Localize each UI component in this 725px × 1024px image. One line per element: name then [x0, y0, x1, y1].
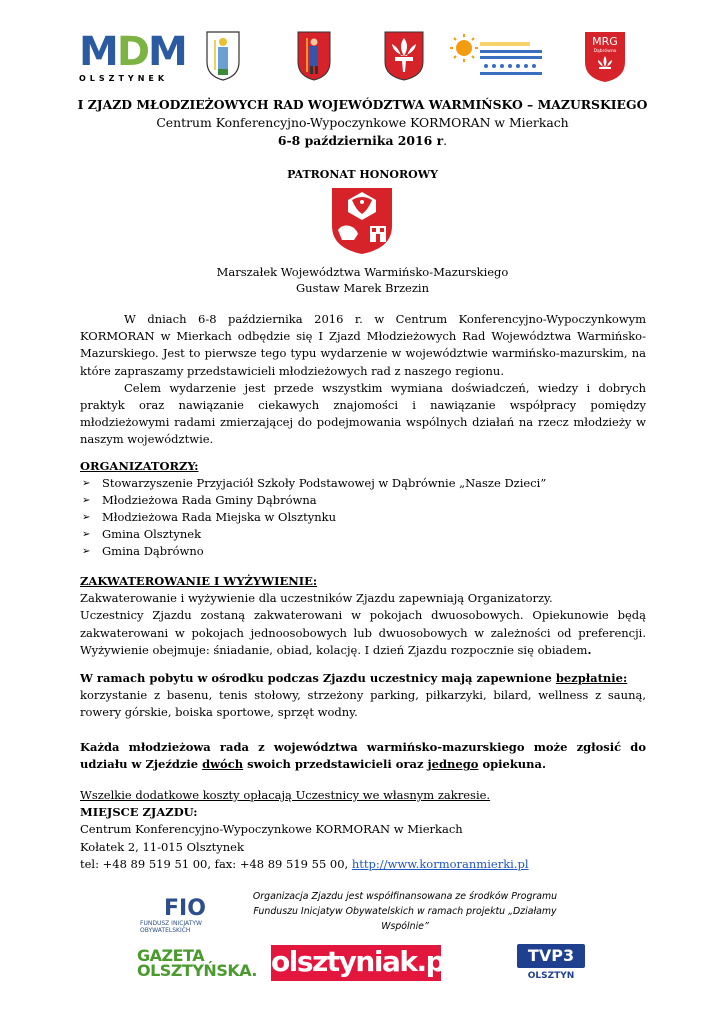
event-date: 6-8 października 2016 r.: [277, 133, 448, 148]
nasze-dzieci-sun-logo: [448, 32, 548, 82]
arrow-bullet-icon: ➢: [82, 512, 91, 524]
arrow-bullet-icon: ➢: [82, 546, 91, 558]
accommodation-line-2: Uczestnicy Zjazdu zostaną zakwaterowani w pokojach dwuosobowych. Opiekunowie będą zakwaterowani w pokojach jednoosobowych lub dwuosobowych w zależności od preferencji. Wyżywienie obejmuje: śniadanie, obiad, kolację. I dzień Zjazdu rozpocznie się obiadem.: [80, 608, 646, 657]
svg-text:Dąbrówno: Dąbrówno: [593, 49, 617, 54]
costs-note: Wszelkie dodatkowe koszty opłacają Uczestnicy we własnym zakresie.: [80, 788, 491, 802]
nasz-olsztyniak-logo: olsztyniak.pl: [271, 945, 441, 981]
venue-heading: MIEJSCE ZJAZDU:: [80, 805, 198, 820]
list-item: ➢ Gmina Dąbrówno: [80, 543, 646, 560]
fio-logo: FIO FUNDUSZ INICJATYW OBYWATELSKICH: [140, 896, 206, 934]
olsztynek-crest-icon: [205, 30, 241, 82]
tvp3-olsztyn-logo: TVP3 OLSZTYN: [517, 944, 585, 984]
venue-section: [80, 787, 646, 873]
gazeta-olsztynska-logo: GAZETA OLSZTYŃSKA.: [137, 946, 257, 980]
list-item: ➢ Gmina Olsztynek: [80, 526, 646, 543]
venue-name: Centrum Konferencyjno-Wypoczynkowe KORMORAN w Mierkach: [80, 822, 463, 837]
list-item: ➢ Młodzieżowa Rada Miejska w Olsztynku: [80, 509, 646, 526]
accommodation-heading: ZAKWATEROWANIE I WYŻYWIENIE:: [80, 574, 318, 588]
organizers-heading: ORGANIZATORZY:: [80, 459, 199, 473]
patron-name: Marszałek Województwa Warmińsko-Mazurskiego Gustaw Marek Brzezin: [216, 265, 509, 295]
mrg-dabrowno-logo: [583, 30, 627, 84]
delegates-notice: Każda młodzieżowa rada z województwa warmińsko-mazurskiego może zgłosić do udziału w Zjeździe dwóch swoich przedstawicieli oraz jednego opiekuna.: [80, 740, 646, 772]
arrow-bullet-icon: ➢: [82, 495, 91, 507]
accommodation-line-1: Zakwaterowanie i wyżywienie dla uczestników Zjazdu zapewniają Organizatorzy.: [80, 591, 553, 606]
organizers-section: [80, 458, 646, 560]
arrow-bullet-icon: ➢: [82, 529, 91, 541]
intro-section: [80, 311, 646, 449]
list-item: ➢ Młodzieżowa Rada Gminy Dąbrówna: [80, 492, 646, 509]
facilities-list: korzystanie z basenu, tenis stołowy, strzeżony parking, piłkarzyki, bilard, wellness z sauną, rowery górskie, boiska sportowe, sprzęt wodny.: [80, 688, 646, 720]
patronage-heading: PATRONAT HONOROWY: [287, 168, 438, 181]
facilities-section: [80, 670, 646, 722]
intro-paragraph-2: Celem wydarzenie jest przede wszystkim wymiana doświadczeń, wiedzy i dobrych praktyk oraz nawiązanie ciekawych znajomości i nawiązanie współpracy pomiędzy młodzieżowymi radami zmierzającej do podejmowania wspólnych działań na rzecz młodzieży w naszym województwie.: [80, 380, 646, 447]
accommodation-section: [80, 573, 646, 659]
dabrowno-crest-icon: [296, 30, 332, 82]
mdm-olsztynek-logo: MDM OLSZTYNEK: [79, 29, 186, 83]
list-item: ➢ Stowarzyszenie Przyjaciół Szkoły Podstawowej w Dąbrównie „Nasze Dzieci”: [80, 475, 646, 492]
venue-address: Kołatek 2, 11-015 Olsztynek: [80, 839, 244, 854]
top-logos: [0, 27, 725, 87]
warmia-mazury-crest-icon: [330, 186, 394, 256]
venue-subtitle: Centrum Konferencyjno-Wypoczynkowe KORMORAN w Mierkach: [156, 115, 569, 130]
organizers-list: [80, 475, 646, 560]
venue-website-link[interactable]: http://www.kormoranmierki.pl: [351, 856, 529, 871]
intro-paragraph-1: W dniach 6-8 października 2016 r. w Centrum Konferencyjno-Wypoczynkowym KORMORAN w Mierkach odbędzie się I Zjazd Młodzieżowych Rad Województwa Warmińsko-Mazurskiego. Jest to pierwsze tego typu wydarzenie w województwie warmińsko-mazurskim, na które zapraszamy przedstawicieli młodzieżowych rad z naszego regionu.: [80, 312, 646, 378]
facilities-lead: W ramach pobytu w ośrodku podczas Zjazdu uczestnicy mają zapewnione bezpłatnie:: [80, 671, 628, 685]
fleur-de-lis-crest-icon: [383, 30, 425, 82]
svg-text:MRG: MRG: [592, 35, 618, 48]
venue-contact: tel: +48 89 519 51 00, fax: +48 89 519 55 00, http://www.kormoranmierki.pl: [80, 856, 529, 871]
funding-note: Organizacja Zjazdu jest współfinansowana ze środków Programu Funduszu Inicjatyw Obywatelskich w ramach projektu „Działamy Wspólnie”: [252, 891, 558, 932]
arrow-bullet-icon: ➢: [82, 478, 91, 490]
page-title: I ZJAZD MŁODZIEŻOWYCH RAD WOJEWÓDZTWA WARMIŃSKO – MAZURSKIEGO: [77, 97, 648, 112]
